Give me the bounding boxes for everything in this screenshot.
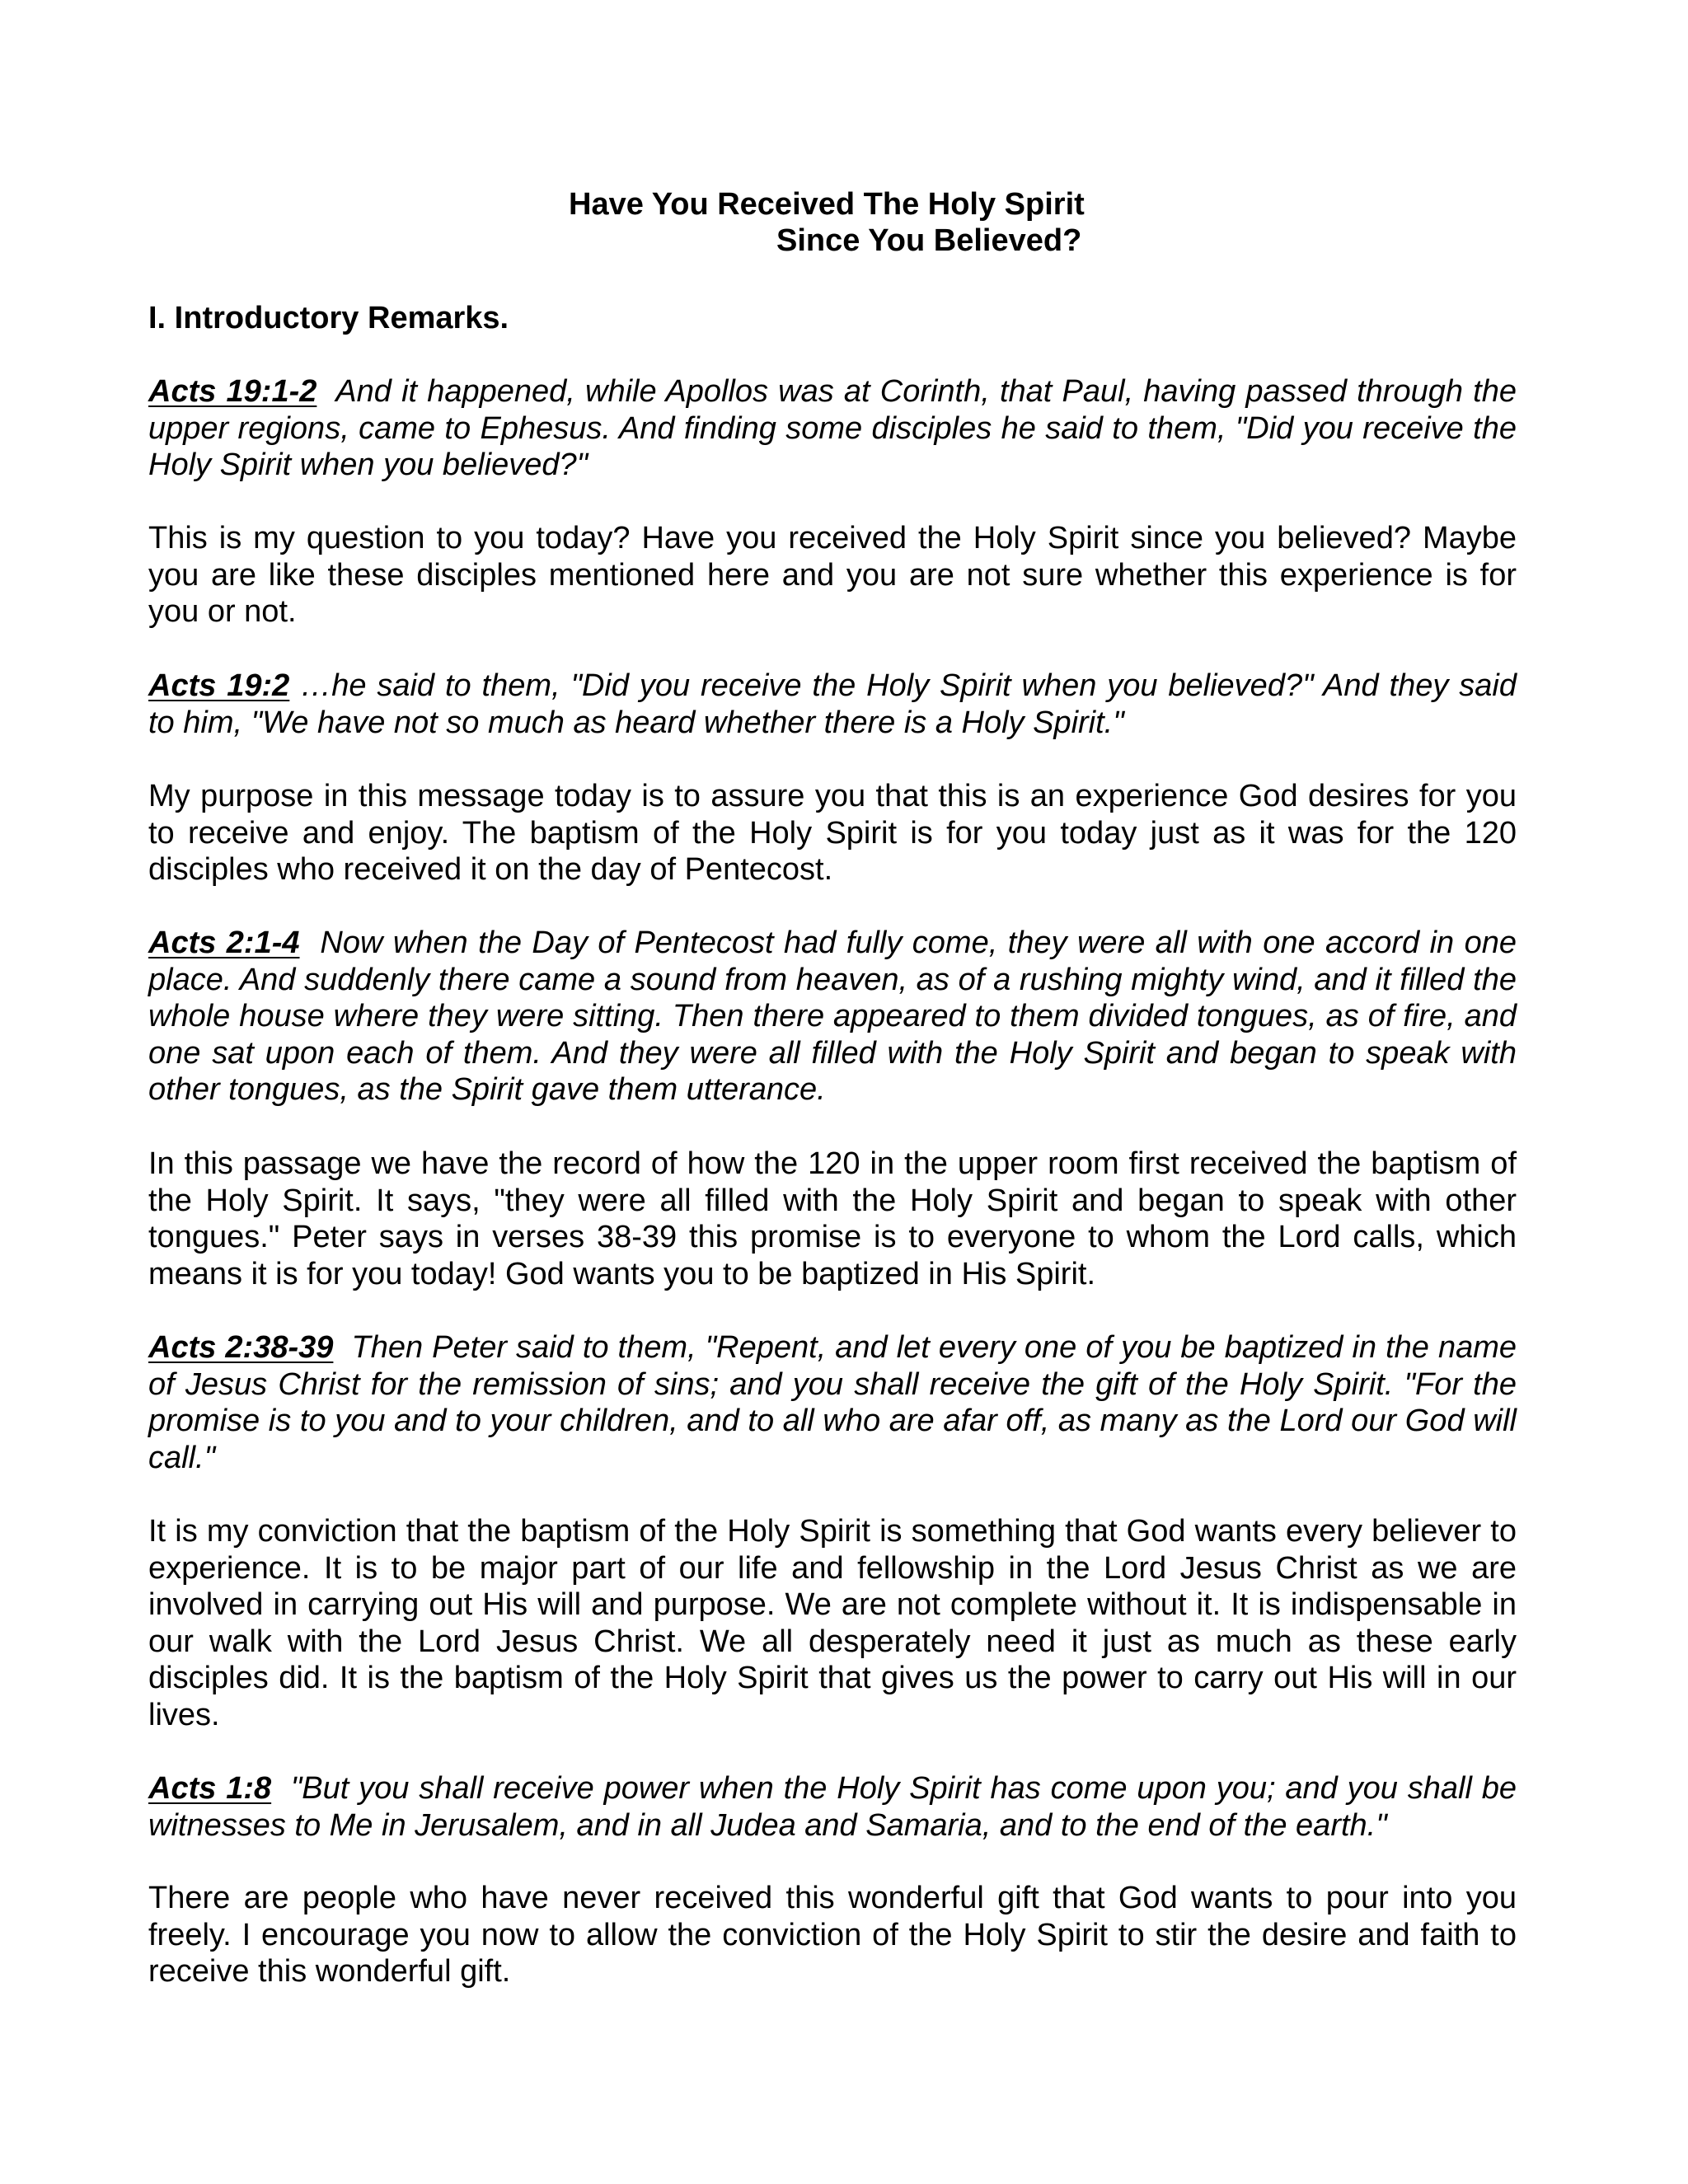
body-paragraph: In this passage we have the record of how the 120 in the upper room first received the baptism of the Holy Spirit. It says, "they were all filled with the Holy Spirit and began to speak with other tongues." Peter says in verses 38-39 this promise is to everyone to whom the Lord calls, which means it is for you today! God wants you to be baptized in His Spirit. (148, 1146, 1517, 1291)
scripture-quote-acts-19-2 (148, 668, 1517, 741)
title-line-1: Have You Received The Holy Spirit (569, 187, 1085, 222)
body-paragraph: This is my question to you today? Have you received the Holy Spirit since you believed? Maybe you are like these disciples mentioned here and you are not sure whether this experience is for you or not. (148, 521, 1517, 629)
scripture-reference: Acts 19:2 (148, 668, 290, 703)
scripture-text: And it happened, while Apollos was at Corinth, that Paul, having passed through the upper regions, came to Ephesus. And finding some disciples he said to them, "Did you receive the Holy Spirit when you believed?" (148, 374, 1517, 482)
scripture-text: …he said to them, "Did you receive the Holy Spirit when you believed?" And they said to him, "We have not so much as heard whether there is a Holy Spirit." (148, 668, 1517, 740)
scripture-text: Now when the Day of Pentecost had fully come, they were all with one accord in one place. And suddenly there came a sound from heaven, as of a rushing mighty wind, and it filled the whole house where they were sitting. Then there appeared to them divided tongues, as of fire, and one sat upon each of them. And they were all filled with the Holy Spirit and began to speak with other tongues, as the Spirit gave them utterance. (148, 926, 1517, 1107)
scripture-reference: Acts 2:38-39 (148, 1330, 334, 1365)
scripture-reference: Acts 19:1-2 (148, 374, 317, 409)
body-paragraph: There are people who have never received this wonderful gift that God wants to pour into you freely. I encourage you now to allow the conviction of the Holy Spirit to stir the desire and faith to receive this wonderful gift. (148, 1881, 1517, 1989)
scripture-quote-acts-2-1-4 (148, 925, 1517, 1108)
body-paragraph: My purpose in this message today is to assure you that this is an experience God desires for you to receive and enjoy. The baptism of the Holy Spirit is for you today just as it was for the 120 disciples who received it on the day of Pentecost. (148, 779, 1517, 887)
scripture-quote-acts-19-1-2 (148, 373, 1517, 484)
scripture-quote-acts-2-38-39 (148, 1329, 1517, 1476)
scripture-text: Then Peter said to them, "Repent, and let every one of you be baptized in the name of Jesus Christ for the remission of sins; and you shall receive the gift of the Holy Spirit. "For the promise is to you and to your children, and to all who are afar off, as many as the Lord our God will call." (148, 1330, 1517, 1475)
scripture-text: "But you shall receive power when the Holy Spirit has come upon you; and you shall be witnesses to Me in Jerusalem, and in all Judea and Samaria, and to the end of the earth." (148, 1771, 1517, 1843)
section-heading: I. Introductory Remarks. (148, 301, 509, 335)
scripture-reference: Acts 2:1-4 (148, 926, 300, 960)
scripture-reference: Acts 1:8 (148, 1771, 272, 1806)
title-line-2: Since You Believed? (776, 223, 1082, 258)
scripture-quote-acts-1-8 (148, 1770, 1517, 1844)
body-paragraph: It is my conviction that the baptism of the Holy Spirit is something that God wants every believer to experience. It is to be major part of our life and fellowship in the Lord Jesus Christ as we are involved in carrying out His will and purpose. We are not complete without it. It is indispensable in our walk with the Lord Jesus Christ. We all desperately need it just as much as these early disciples did. It is the baptism of the Holy Spirit that gives us the power to carry out His will in our lives. (148, 1514, 1517, 1732)
